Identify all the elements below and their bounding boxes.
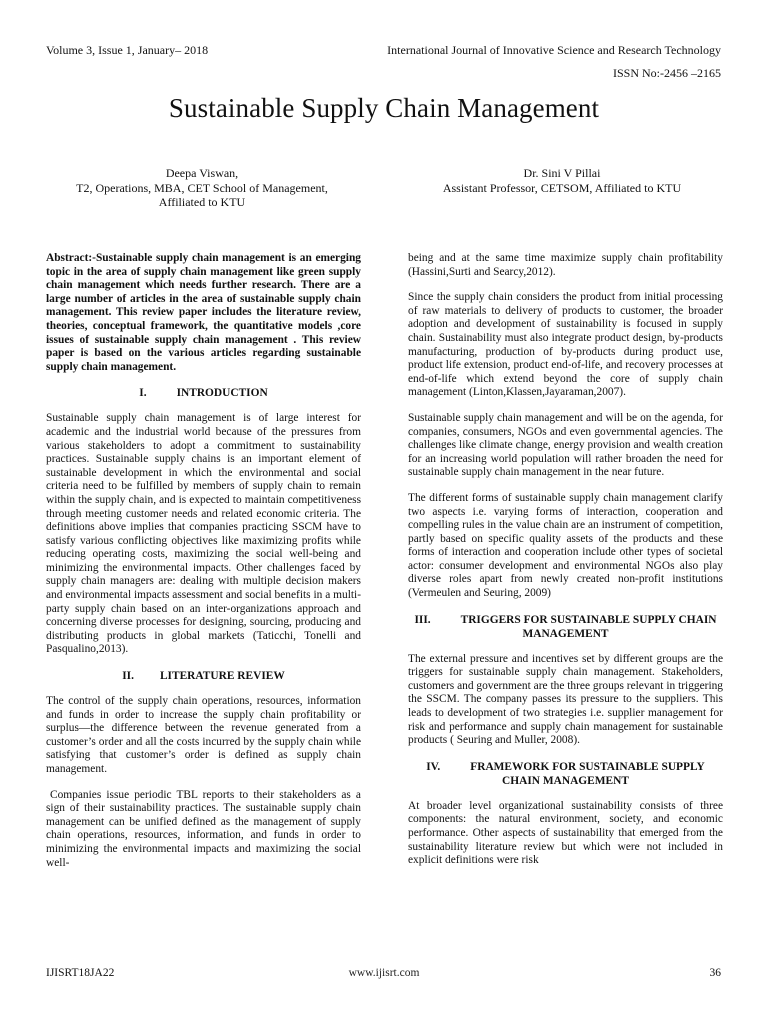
section-title: FRAMEWORK FOR SUSTAINABLE SUPPLY CHAIN MANAGEMENT xyxy=(470,760,705,787)
section-title: LITERATURE REVIEW xyxy=(159,670,285,683)
footer-url-link[interactable]: www.ijisrt.com xyxy=(348,967,420,979)
paragraph: Sustainable supply chain management is of large interest for academic and the industrial world because of the pressures from various stakeholders to adopt a commitment to sustainability practices. Sustainable supply chains is an important element of sustainable development in which the environmental and social criteria need to be fulfilled by members of supply chain to remain within the supply chain, and is expected to maintain competitiveness through meeting customer needs and related economic criteria. The definitions above implies that companies practicing SSCM have to satisfy various conflicting objectives like maximizing profits while reducing operating costs, maximizing the social well-being and minimizing the environmental impacts. Other challenges faced by supply chain managers are: dealing with multiple decision makers and environmental impacts assessment and social benefits in a multi-party supply chain based on an inter-organizations approach and concerning diverse processes for designing, sourcing, producing and distributing products in global markets (Taticchi, Tonelli and Pasqualino,2013). xyxy=(46,412,361,656)
header-volume: Volume 3, Issue 1, January– 2018 xyxy=(46,43,209,57)
footer-code: IJISRT18JA22 xyxy=(46,967,115,979)
paragraph: The external pressure and incentives set by different groups are the triggers for sustainable supply chain management. Stakeholders, customers and government are the three groups relevant in triggering the SSCM. The company passes its pressure to the suppliers. This leads to development of two strategies i.e. supplier management for risk and performance and supply chain management for sustainable products ( Seuring and Muller, 2008). xyxy=(408,652,723,747)
section-number: IV. xyxy=(426,760,441,773)
paragraph: Sustainable supply chain management and will be on the agenda, for companies, consumers, NGOs and even governmental agencies. The challenges like climate change, energy provision and wealth creation for an increasing world population will rather broaden the need for sustainable supply chain management in the near future. xyxy=(408,411,723,479)
author-name: Deepa Viswan, xyxy=(165,166,239,180)
section-number: I. xyxy=(139,387,147,400)
author-affiliation: T2, Operations, MBA, CET School of Management, xyxy=(76,180,328,195)
section-title: TRIGGERS FOR SUSTAINABLE SUPPLY CHAIN MANAGEMENT xyxy=(460,613,717,640)
section-heading-triggers xyxy=(408,613,723,641)
abstract: Abstract:-Sustainable supply chain management is an emerging topic in the area of supply chain management like green supply chain management which needs further research. There are a large number of articles in the area of sustainable supply chain management. This review paper includes the literature review, theories, conceptual framework, the quantitative models ,core issues of sustainable supply chain management . This review paper is based on the various articles regarding sustainable supply chain management. xyxy=(46,252,361,373)
section-heading-framework xyxy=(408,760,723,788)
paper-title: Sustainable Supply Chain Management xyxy=(168,93,600,123)
section-number: III. xyxy=(414,613,431,626)
left-column xyxy=(46,252,361,882)
paragraph: being and at the same time maximize supply chain profitability (Hassini,Surti and Searcy,2012). xyxy=(408,252,723,278)
section-title: INTRODUCTION xyxy=(176,387,268,400)
author-block-2 xyxy=(390,166,734,195)
header-journal: International Journal of Innovative Science and Research Technology xyxy=(387,43,721,57)
section-heading-introduction xyxy=(46,386,361,400)
author-affiliation: Assistant Professor, CETSOM, Affiliated to KTU xyxy=(442,180,682,195)
paragraph: The different forms of sustainable supply chain management clarify two aspects i.e. varying forms of interaction, cooperation and compelling rules in the value chain are an instrument of competition, partly based on specific quality assets of the products and these forms of interaction and cooperation include other types of societal actor: consumer development and environmental NGOs also play diverse roles apart from newly created non-profit institutions (Vermeulen and Seuring, 2009) xyxy=(408,491,723,600)
paragraph: Companies issue periodic TBL reports to their stakeholders as a sign of their sustainability practices. The sustainable supply chain management can be unified defined as the management of supply chain operations, resources, information, and funds in order to minimizing the environmental impacts and maximizing the social well- xyxy=(46,788,361,869)
author-affiliation: Affiliated to KTU xyxy=(158,195,246,209)
paragraph: The control of the supply chain operations, resources, information and funds in order to increase the supply chain profitability or surplus—the difference between the revenue generated from a customer’s order and all the costs incurred by the supply chain while satisfying that customer’s order is defined as supply chain management. xyxy=(46,695,361,775)
header-issn: ISSN No:-2456 –2165 xyxy=(612,66,721,80)
paragraph: Since the supply chain considers the product from initial processing of raw materials to delivery of products to customer, the broader adoption and development of sustainability is focused in supply chain. Sustainability must also integrate product design, by-products manufacturing, production of by-products during product use, product life extension, product end-of-life, and recovery processes at end-of-life which extend beyond the core of supply chain management (Linton,Klassen,Jayaraman,2007). xyxy=(408,291,723,399)
right-column xyxy=(408,252,723,880)
paragraph: At broader level organizational sustainability consists of three components: the natural environment, society, and economic performance. Other aspects of sustainability that emerged from the sustainability literature review but which were not included in explicit definitions were risk xyxy=(408,799,723,867)
author-name: Dr. Sini V Pillai xyxy=(523,166,601,180)
author-block-1 xyxy=(30,166,374,210)
section-number: II. xyxy=(122,670,134,683)
section-heading-literature-review xyxy=(46,669,361,683)
page-number: 36 xyxy=(709,967,721,979)
